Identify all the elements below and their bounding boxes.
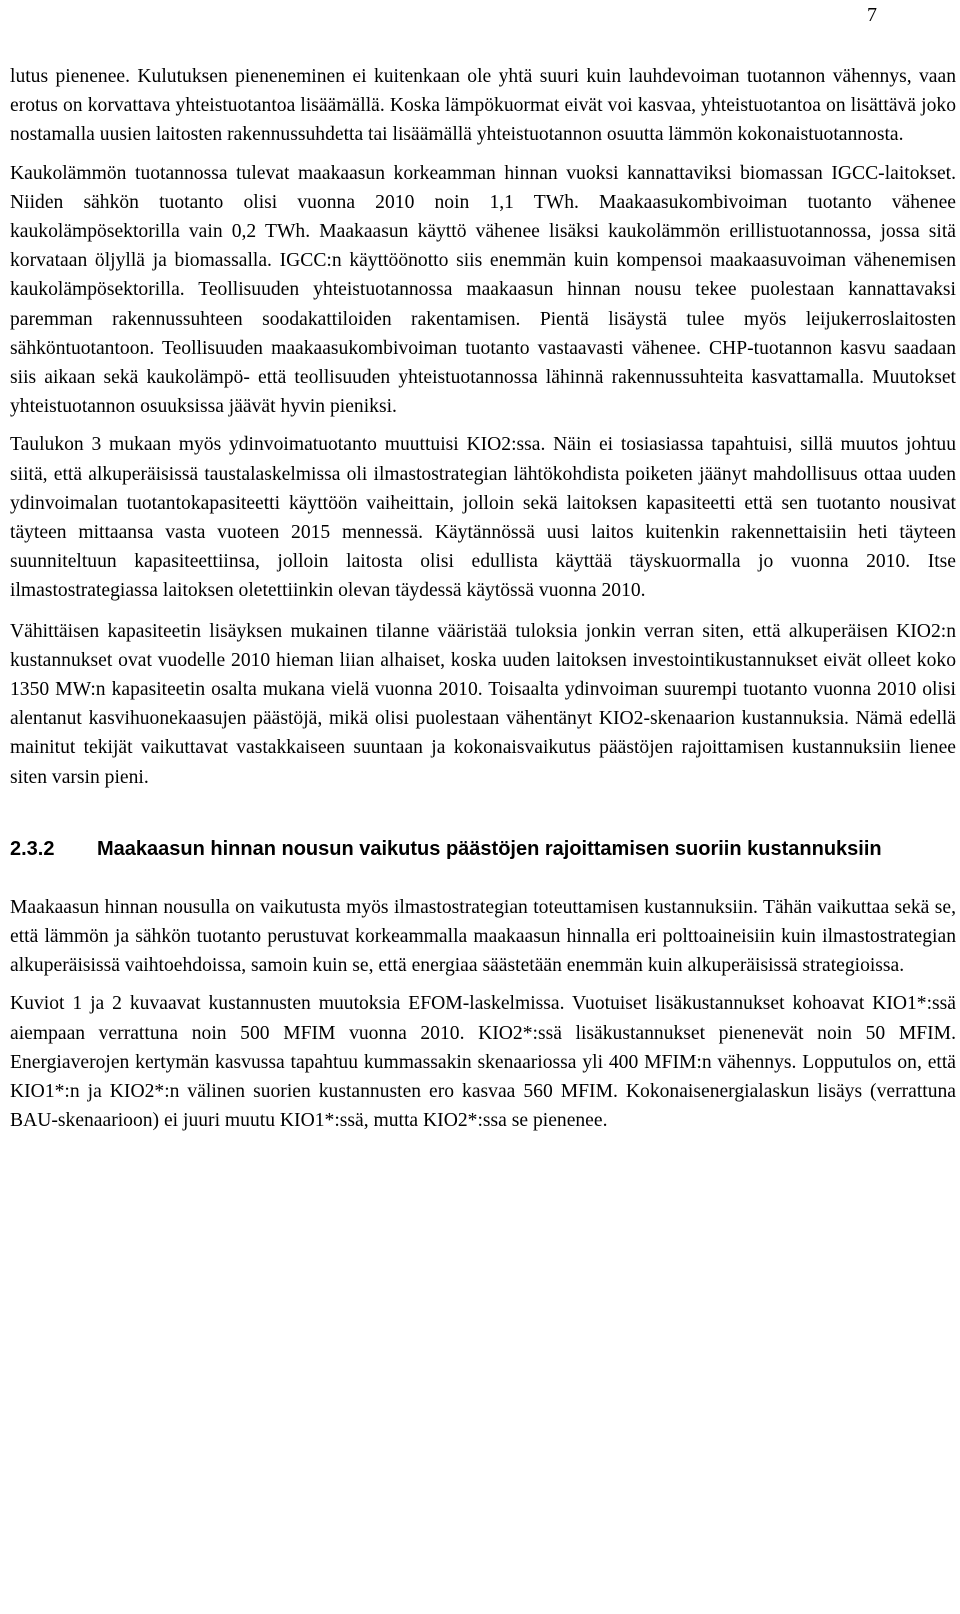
- section-paragraph-1: Maakaasun hinnan nousulla on vaikutusta myös ilmastostrategian toteuttamisen kustannuksiin. Tähän vaikuttaa sekä se, että lämmön ja sähkön tuotanto perustuvat korkeammalla maakaasun hinnalla eri polttoaineisiin kuin ilmastostrategian alkuperäisissä vaihtoehdoissa, samoin kuin se, että energiaa säästetään enemmän kuin alkuperäisissä strategioissa.: [10, 896, 956, 977]
- paragraph-4: Vähittäisen kapasiteetin lisäyksen mukainen tilanne vääristää tuloksia jonkin verran siten, että alkuperäisen KIO2:n kustannukset ovat vuodelle 2010 hieman liian alhaiset, koska uuden laitoksen investointikustannukset eivät olleet koko 1350 MW:n kapasiteetin osalta mukana vielä vuonna 2010. Toisaalta ydinvoiman suurempi tuotanto vuonna 2010 olisi alentanut kasvihuonekaasujen päästöjä, mikä olisi puolestaan vähentänyt KIO2-skenaarion kustannuksia. Nämä edellä mainitut tekijät vaikuttavat vastakkaiseen suuntaan ja kokonaisvaikutus päästöjen rajoittamisen kustannuksiin lienee siten varsin pieni.: [10, 620, 956, 788]
- section-number: 2.3.2: [10, 837, 55, 860]
- section-title: Maakaasun hinnan nousun vaikutus päästöjen rajoittamisen suoriin kustannuksiin: [97, 837, 882, 860]
- section-heading: [10, 836, 956, 863]
- paragraph-2: Kaukolämmön tuotannossa tulevat maakaasun korkeamman hinnan vuoksi kannattaviksi biomassan IGCC-laitokset. Niiden sähkön tuotanto olisi vuonna 2010 noin 1,1 TWh. Maakaasukombivoiman tuotanto vähenee kaukolämpösektorilla vain 0,2 TWh. Maakaasun käyttö vähenee lisäksi kaukolämmön erillistuotannossa, jossa sitä korvataan öljyllä ja biomassalla. IGCC:n käyttöönotto siis enemmän kuin kompensoi maakaasuvoiman vähenemisen kaukolämpösektorilla. Teollisuuden yhteistuotannossa maakaasun hinnan nousu tekee puolestaan kannattavaksi paremman rakennussuhteen soodakattiloiden rakentamisen. Pientä lisäystä tulee myös leijukerroslaitosten sähköntuotantoon. Teollisuuden maakaasukombivoiman tuotanto vastaavasti vähenee. CHP-tuotannon kasvu saadaan siis aikaan sekä kaukolämpö- että teollisuuden yhteistuotannossa lähinnä rakennussuhteita kasvattamalla. Muutokset yhteistuotannon osuuksissa jäävät hyvin pieniksi.: [10, 162, 956, 418]
- paragraph-1: lutus pienenee. Kulutuksen pieneneminen ei kuitenkaan ole yhtä suuri kuin lauhdevoiman tuotannon vähennys, vaan erotus on korvattava yhteistuotantoa lisäämällä. Koska lämpökuormat eivät voi kasvaa, yhteistuotantoa on lisättävä joko nostamalla uusien laitosten rakennussuhdetta tai lisäämällä yhteistuotannon osuutta lämmön kokonaistuotannosta.: [10, 66, 956, 146]
- section-paragraph-2: Kuviot 1 ja 2 kuvaavat kustannusten muutoksia EFOM-laskelmissa. Vuotuiset lisäkustannukset kohoavat KIO1*:ssä aiempaan verrattuna noin 500 MFIM vuonna 2010. KIO2*:ssä lisäkustannukset pienenevät noin 50 MFIM. Energiaverojen kertymän kasvussa tapahtuu kummassakin skenaariossa yli 400 MFIM:n vähennys. Lopputulos on, että KIO1*:n ja KIO2*:n välinen suorien kustannusten ero kasvaa 560 MFIM. Kokonaisenergialaskun lisäys (verrattuna BAU-skenaarioon) ei juuri muutu KIO1*:ssä, mutta KIO2*:ssa se pienenee.: [10, 993, 956, 1132]
- document-body: [10, 62, 956, 1136]
- page-number: 7: [867, 4, 877, 26]
- paragraph-3: Taulukon 3 mukaan myös ydinvoimatuotanto muuttuisi KIO2:ssa. Näin ei tosiasiassa tapahtuisi, sillä muutos johtuu siitä, että alkuperäisissä taustalaskelmissa oli ilmastostrategian lähtökohdista poiketen jäänyt mahdollisuus ottaa uuden ydinvoimalan tuotantokapasiteetti käyttöön vaiheittain, jolloin sekä laitoksen kapasiteetti että sen tuotanto nousivat täyteen mittaansa vasta vuoteen 2015 mennessä. Käytännössä uusi laitos kuitenkin rakennettaisiin heti täyteen suunniteltuun kapasiteettiinsa, jolloin laitosta olisi edullista käyttää täyskuormalla jo vuonna 2010. Itse ilmastostrategiassa laitoksen oletettiinkin olevan täydessä käytössä vuonna 2010.: [10, 434, 956, 602]
